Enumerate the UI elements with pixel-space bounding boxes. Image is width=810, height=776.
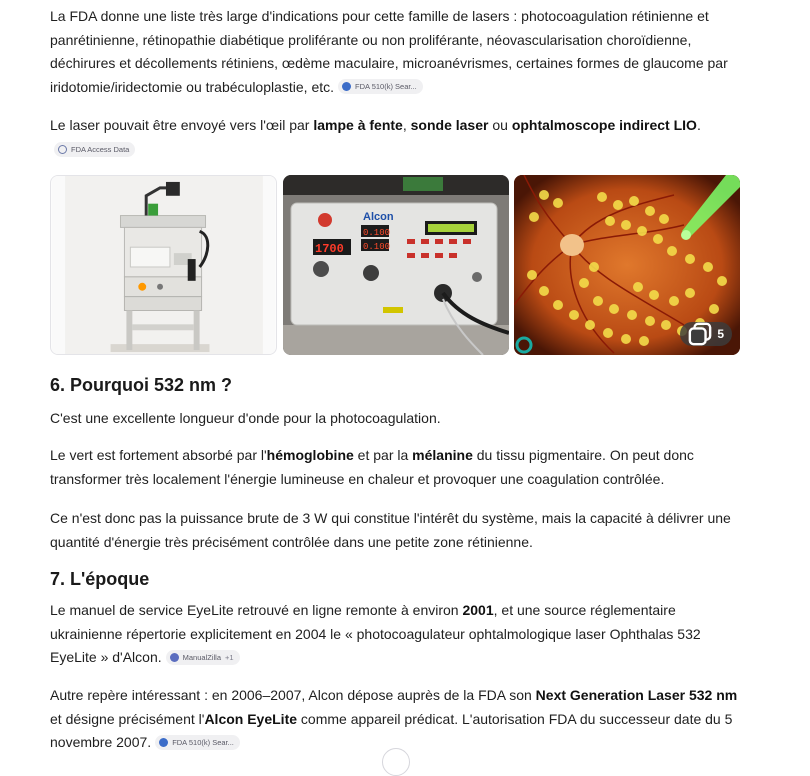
console-display-power: 0.100 <box>363 228 391 238</box>
manualzilla-icon <box>170 653 179 662</box>
fda-icon <box>342 82 351 91</box>
alcon-console-image <box>283 175 509 355</box>
section-6-paragraph-2: Le vert est fortement absorbé par l'hémoglobine et par la mélanine du tissu pigmentaire. On peut donc transformer très localement l'énergie lumineuse en chaleur et provoquer une coagulation contrôlée. <box>50 447 694 487</box>
section-7-paragraph-2: Autre repère intéressant : en 2006–2007, Alcon dépose auprès de la FDA son Next Generation Laser 532 nm et désigne précisément l'Alcon EyeLite comme appareil prédicat. L'autorisation FDA du successeur date du 5 novembre 2007. FDA 510(k) Sear... <box>50 687 738 750</box>
globe-icon <box>58 145 67 154</box>
gallery-image-retina-photocoagulation[interactable] <box>514 175 740 355</box>
console-display-main: 1700 <box>315 242 344 256</box>
delivery-paragraph: Le laser pouvait être envoyé vers l'œil par lampe à fente, sonde laser ou ophtalmoscope indirect LIO. <box>50 117 701 133</box>
section-6-heading: 6. Pourquoi 532 nm ? <box>50 375 233 395</box>
laser-cart-image <box>51 176 276 354</box>
console-brand-label: Alcon <box>363 211 394 223</box>
section-6-paragraph-3: Ce n'est donc pas la puissance brute de 3 W qui constitue l'intérêt du système, mais la capacité à délivrer une quantité d'énergie très précisément contrôlée dans une petite zone rétinienne. <box>50 510 731 550</box>
image-gallery <box>50 175 740 355</box>
fda-icon <box>159 738 168 747</box>
section-7-heading: 7. L'époque <box>50 569 150 589</box>
indications-paragraph: La FDA donne une liste très large d'indications pour cette famille de lasers : photocoagulation rétinienne et panrétinienne, rétinopathie diabétique proliférante ou non proliférante, néovascularisation choroïdienne, déchirures et décollements rétiniens, œdème maculaire, microanévrismes, certaines formes de glaucome par iridotomie/iridectomie ou trabéculoplastie, etc. FDA 510(k) Sear... <box>50 8 728 95</box>
citation-chip-fda-510k-2[interactable]: FDA 510(k) Sear... <box>155 735 240 750</box>
section-7-paragraph-1: Le manuel de service EyeLite retrouvé en ligne remonte à environ 2001, et une source réglementaire ukrainienne répertorie explicitement en 2004 le « photocoagulateur ophtalmologique laser Ophthalas 532 EyeLite » d'Alcon. ManualZilla +1 <box>50 602 701 665</box>
citation-chip-manualzilla[interactable]: ManualZilla +1 <box>166 650 240 665</box>
more-images-badge[interactable]: 5 <box>680 322 732 346</box>
console-display-duration: 0.100 <box>363 242 391 252</box>
citation-chip-fda-510k[interactable]: FDA 510(k) Sear... <box>338 79 423 94</box>
section-6-paragraph-1: C'est une excellente longueur d'onde pour la photocoagulation. <box>50 410 441 426</box>
scroll-down-button[interactable] <box>382 748 410 776</box>
citation-chip-fda-access-data[interactable]: FDA Access Data <box>54 142 135 157</box>
gallery-image-laser-cart[interactable] <box>50 175 277 355</box>
images-stack-icon <box>688 322 712 346</box>
gallery-image-alcon-console[interactable] <box>283 175 509 355</box>
